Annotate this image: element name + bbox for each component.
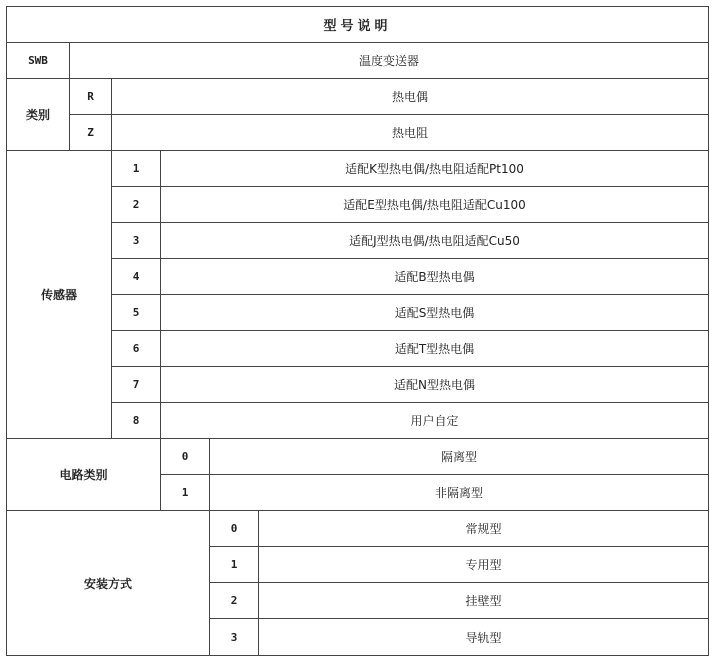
circuit-code: 0 [161,439,210,475]
circuit-label: 电路类别 [7,439,161,511]
sensor-desc: 适配J型热电偶/热电阻适配Cu50 [161,223,708,259]
circuit-code: 1 [161,475,210,511]
category-desc-r: 热电偶 [112,79,708,115]
sensor-code: 5 [112,295,161,331]
install-code: 0 [210,511,259,547]
install-desc: 常规型 [259,511,708,547]
sensor-code: 7 [112,367,161,403]
category-desc-z: 热电阻 [112,115,708,151]
sensor-desc: 适配K型热电偶/热电阻适配Pt100 [161,151,708,187]
sensor-label: 传感器 [7,151,112,439]
sensor-code: 8 [112,403,161,439]
install-code: 2 [210,583,259,619]
category-code-r: R [70,79,112,115]
sensor-desc: 适配N型热电偶 [161,367,708,403]
install-desc: 挂壁型 [259,583,708,619]
sensor-code: 4 [112,259,161,295]
sensor-desc: 用户自定 [161,403,708,439]
model-spec-table [6,6,709,656]
sensor-desc: 适配B型热电偶 [161,259,708,295]
install-label: 安装方式 [7,511,210,655]
sensor-code: 1 [112,151,161,187]
table-title: 型号说明 [7,7,708,43]
sensor-desc: 适配T型热电偶 [161,331,708,367]
install-code: 1 [210,547,259,583]
circuit-desc: 非隔离型 [210,475,708,511]
install-desc: 专用型 [259,547,708,583]
sensor-desc: 适配S型热电偶 [161,295,708,331]
category-code-z: Z [70,115,112,151]
sensor-code: 6 [112,331,161,367]
swb-desc: 温度变送器 [70,43,708,79]
install-desc: 导轨型 [465,630,502,645]
swb-code: SWB [7,43,70,79]
install-code: 3 [210,619,259,655]
sensor-code: 3 [112,223,161,259]
sensor-code: 2 [112,187,161,223]
sensor-desc: 适配E型热电偶/热电阻适配Cu100 [161,187,708,223]
circuit-desc: 隔离型 [210,439,708,475]
category-label: 类别 [7,79,70,151]
